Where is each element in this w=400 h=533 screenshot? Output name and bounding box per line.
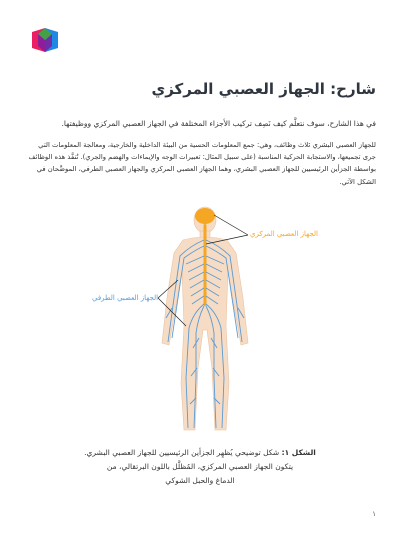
body-paragraph: للجهاز العصبي البشري ثلاث وظائف، وهي: جمع المعلومات الحسية من البيئة الداخلية والخارجية، ومعالجة المعلومات التي جرى تجميعها، والاستجابة الحركية المناسبة (على سبيل المثال: تعبيرات الوجه والإيماءات والهضم والجري). تُنفَّذ هذه الوظائف بواسطة الجزأين الرئيسيين للجهاز العصبي البشري، وهما الجهاز العصبي المركزي والجهاز العصبي الطرفي، الموضَّحان في الشكل الآتي. xyxy=(28,141,376,186)
figure-caption xyxy=(40,446,360,488)
page-number: ١ xyxy=(372,510,376,518)
page-title: شارح: الجهاز العصبي المركزي xyxy=(151,80,376,98)
cns-label: الجهاز العصبي المركزي xyxy=(250,230,318,238)
caption-line-3: الدماغ والحبل الشوكي xyxy=(165,476,235,485)
caption-label: الشكل ١: xyxy=(281,448,316,457)
caption-text: شكل توضيحي يُظهِر الجزأين الرئيسيين للجهاز العصبي البشري. xyxy=(84,448,282,457)
brain xyxy=(195,208,215,224)
caption-line-2: يتكون الجهاز العصبي المركزي، المُظلَّل باللون البرتقالي، من xyxy=(106,462,294,471)
intro-text: في هذا الشارح، سوف نتعلَّم كيف نَصِف تركيب الأجزاء المختلفة في الجهاز العصبي المركزي ووظيفتها. xyxy=(61,119,376,128)
spinal-cord xyxy=(204,224,207,306)
nervous-system-figure xyxy=(0,198,400,438)
pns-label: الجهاز العصبي الطرفي xyxy=(92,294,159,302)
logo xyxy=(30,28,60,52)
body-diagram xyxy=(0,198,400,438)
